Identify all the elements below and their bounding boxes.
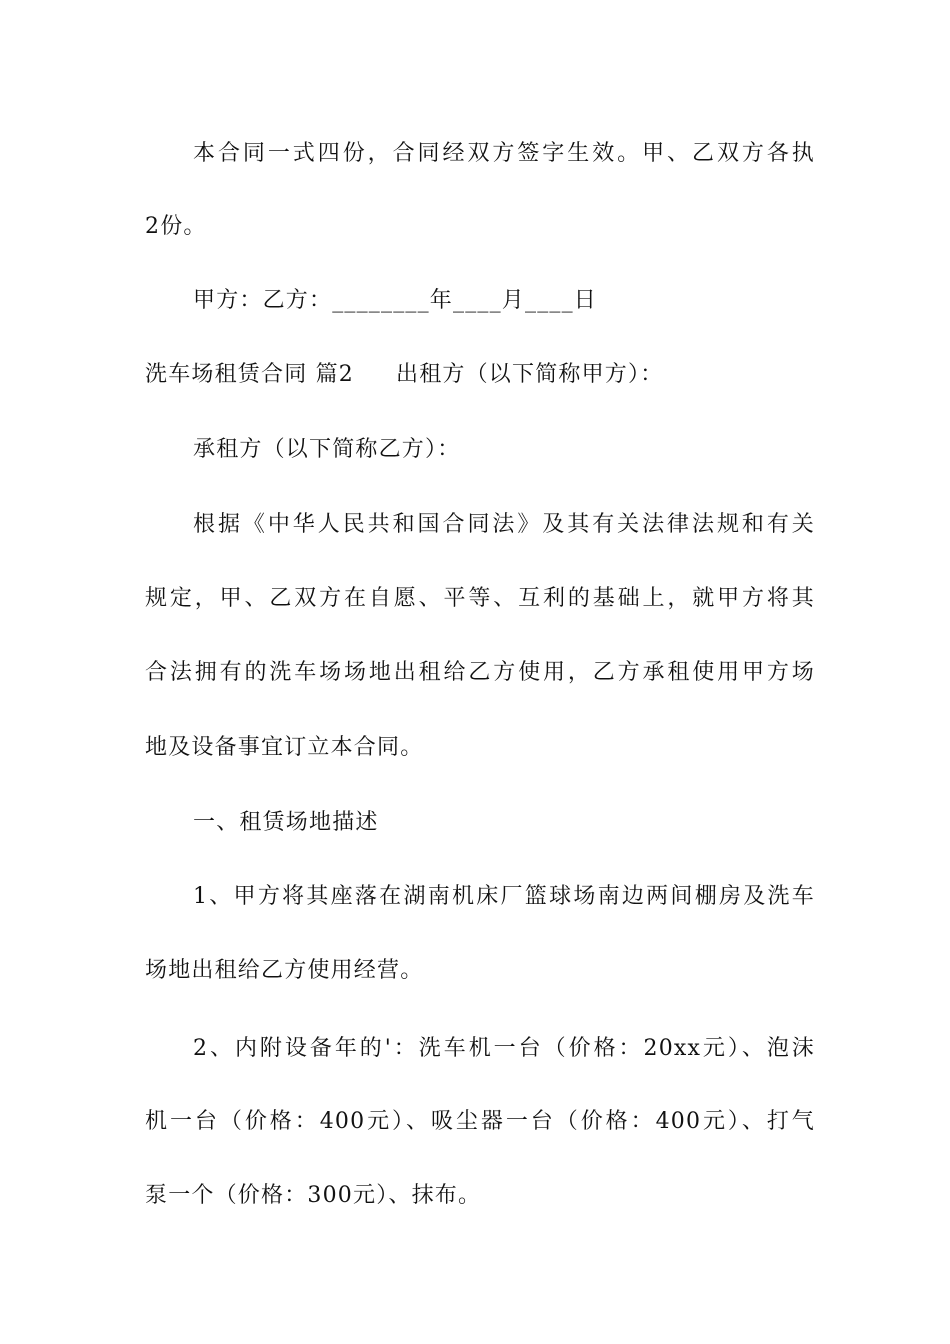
paragraph-line: 2份。 — [145, 214, 207, 239]
paragraph-line: 根据《中华人民共和国合同法》及其有关法律法规和有关 — [193, 512, 815, 537]
paragraph-line: 1、甲方将其座落在湖南机床厂篮球场南边两间棚房及洗车 — [193, 884, 815, 909]
section-title: 洗车场租赁合同 篇2 — [145, 362, 354, 387]
paragraph-line: 泵一个（价格：300元）、抹布。 — [145, 1183, 482, 1208]
paragraph-line: 2、内附设备年的'：洗车机一台（价格：20xx元）、泡沫 — [193, 1036, 815, 1061]
paragraph-line: 地及设备事宜订立本合同。 — [145, 735, 424, 760]
paragraph-line: 机一台（价格：400元）、吸尘器一台（价格：400元）、打气 — [145, 1109, 815, 1134]
section-heading — [145, 360, 815, 390]
paragraph-line: 合法拥有的洗车场场地出租给乙方使用，乙方承租使用甲方场 — [145, 660, 815, 685]
paragraph-line: 本合同一式四份，合同经双方签字生效。甲、乙双方各执 — [193, 141, 815, 166]
lessee-label: 承租方（以下简称乙方）： — [193, 437, 461, 462]
lessor-label: 出租方（以下简称甲方）： — [396, 362, 664, 387]
paragraph-line: 规定，甲、乙双方在自愿、平等、互利的基础上，就甲方将其 — [145, 586, 815, 611]
signature-line: 甲方：乙方：________年____月____日 — [193, 288, 598, 313]
paragraph-line: 场地出租给乙方使用经营。 — [145, 958, 424, 983]
clause-heading: 一、租赁场地描述 — [193, 810, 379, 835]
